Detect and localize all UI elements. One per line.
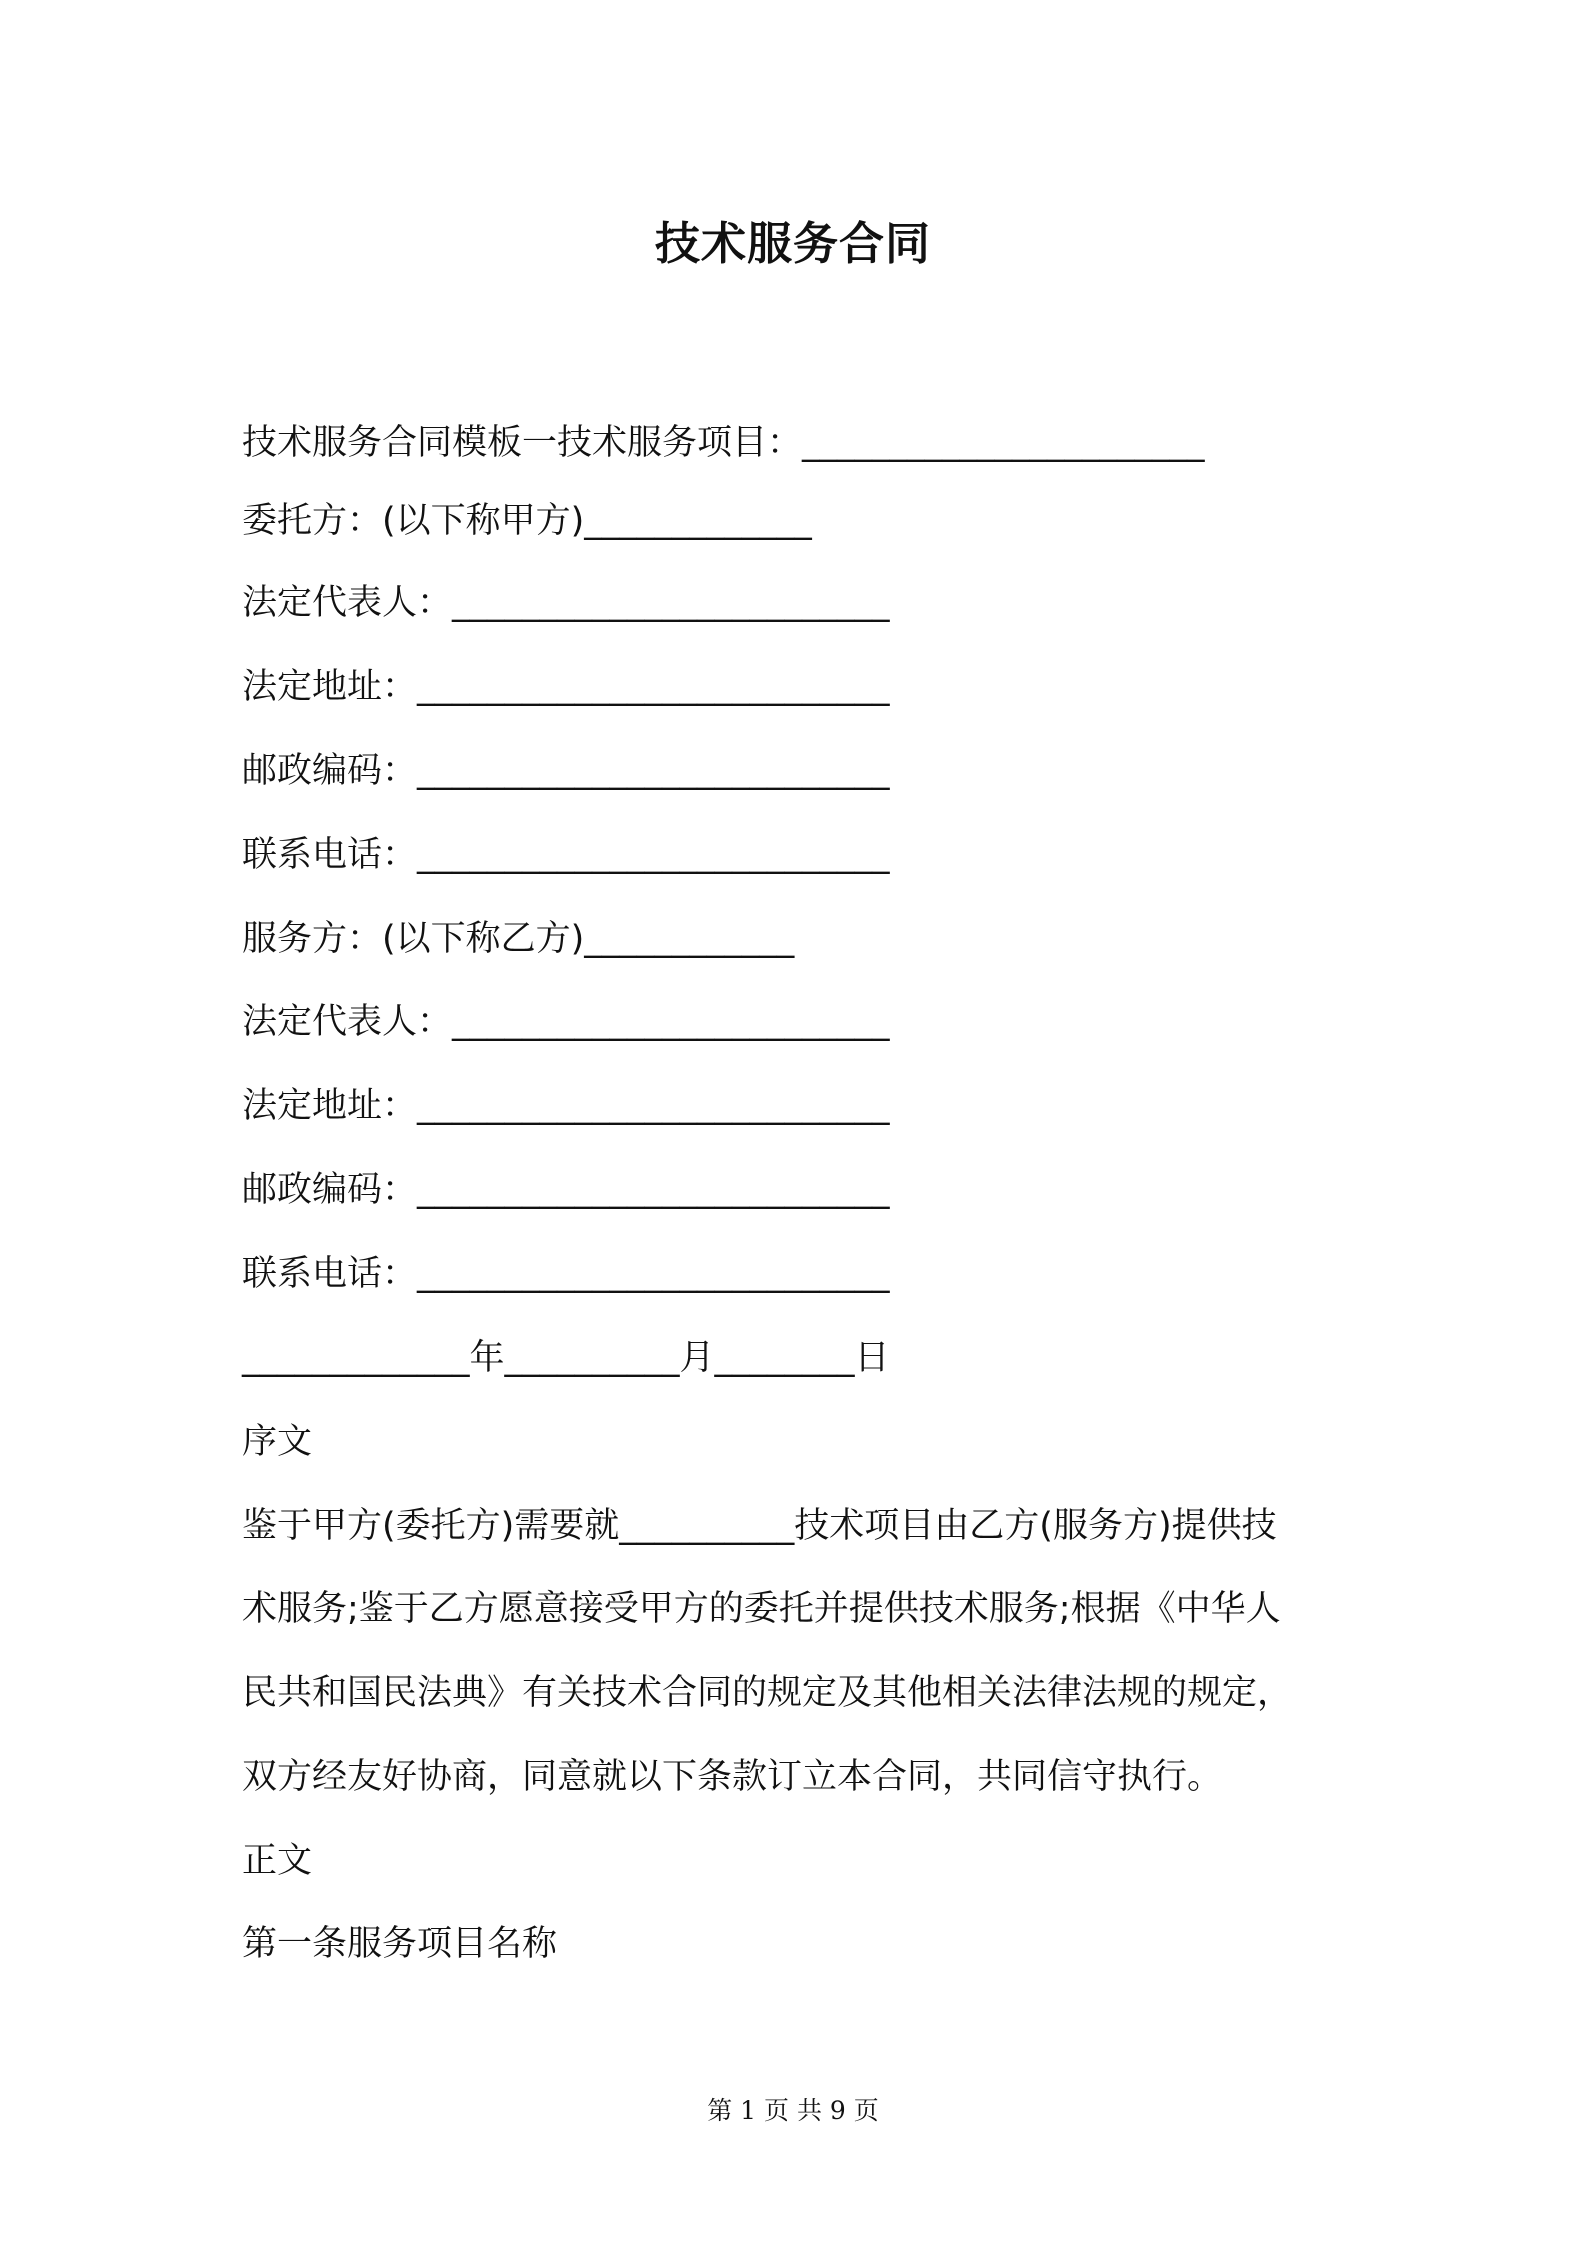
service-party-line: 服务方：(以下称乙方)____________ bbox=[242, 919, 795, 959]
service-legal-address-line: 法定地址：___________________________ bbox=[242, 1086, 890, 1126]
preamble-heading: 序文 bbox=[242, 1422, 313, 1462]
preamble-paragraph-line: 民共和国民法典》有关技术合同的规定及其他相关法律法规的规定， bbox=[242, 1673, 1293, 1713]
client-phone-line: 联系电话：___________________________ bbox=[242, 835, 890, 875]
service-phone-line: 联系电话：___________________________ bbox=[242, 1254, 890, 1294]
date-line: _____________年__________月________日 bbox=[242, 1338, 890, 1378]
service-project-line: 技术服务合同模板一技术服务项目：_______________________ bbox=[242, 423, 1205, 463]
main-text-heading: 正文 bbox=[242, 1841, 313, 1881]
client-party-line: 委托方：(以下称甲方)_____________ bbox=[242, 501, 812, 541]
preamble-paragraph-line: 术服务;鉴于乙方愿意接受甲方的委托并提供技术服务;根据《中华人 bbox=[242, 1589, 1281, 1629]
preamble-paragraph-line: 双方经友好协商，同意就以下条款订立本合同，共同信守执行。 bbox=[242, 1757, 1223, 1797]
client-postal-code-line: 邮政编码：___________________________ bbox=[242, 751, 890, 791]
service-legal-representative-line: 法定代表人：_________________________ bbox=[242, 1002, 890, 1042]
page-footer: 第 1 页 共 9 页 bbox=[707, 2096, 879, 2125]
document-title: 技术服务合同 bbox=[654, 217, 931, 270]
preamble-paragraph-line: 鉴于甲方(委托方)需要就__________技术项目由乙方(服务方)提供技 bbox=[242, 1506, 1277, 1546]
article-one-heading: 第一条服务项目名称 bbox=[242, 1924, 558, 1964]
client-legal-representative-line: 法定代表人：_________________________ bbox=[242, 583, 890, 623]
service-postal-code-line: 邮政编码：___________________________ bbox=[242, 1170, 890, 1210]
client-legal-address-line: 法定地址：___________________________ bbox=[242, 667, 890, 707]
